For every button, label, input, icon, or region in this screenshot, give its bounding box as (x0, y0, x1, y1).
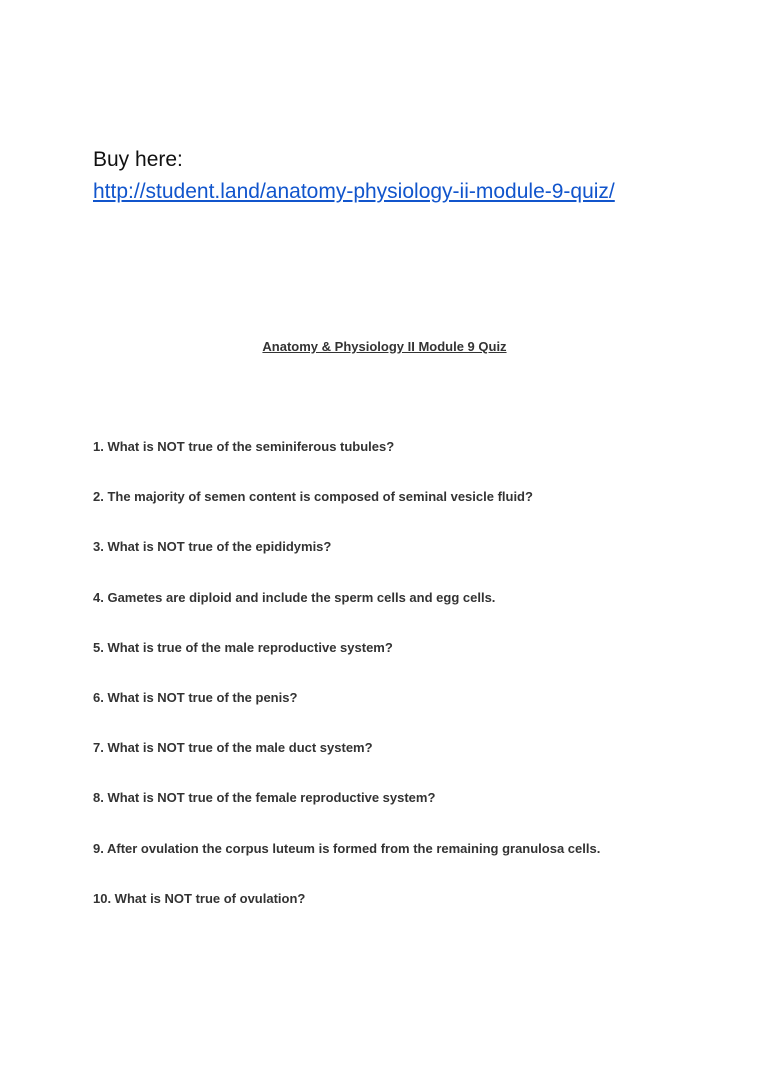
question-8: 8. What is NOT true of the female reproductive system? (93, 790, 436, 806)
question-9: 9. After ovulation the corpus luteum is formed from the remaining granulosa cells. (93, 840, 601, 856)
question-4: 4. Gametes are diploid and include the sperm cells and egg cells. (93, 589, 496, 605)
question-5: 5. What is true of the male reproductive system? (93, 639, 393, 655)
document-title: Anatomy & Physiology II Module 9 Quiz (262, 339, 507, 354)
question-list (93, 438, 600, 940)
product-link[interactable]: http://student.land/anatomy-physiology-ii-module-9-quiz/ (93, 180, 615, 203)
question-10: 10. What is NOT true of ovulation? (93, 890, 306, 906)
question-6: 6. What is NOT true of the penis? (93, 689, 298, 705)
question-2: 2. The majority of semen content is composed of seminal vesicle fluid? (93, 489, 533, 505)
question-3: 3. What is NOT true of the epididymis? (93, 539, 332, 555)
question-7: 7. What is NOT true of the male duct system? (93, 740, 373, 756)
question-1: 1. What is NOT true of the seminiferous tubules? (93, 439, 395, 454)
buy-here-label: Buy here: (93, 148, 183, 171)
